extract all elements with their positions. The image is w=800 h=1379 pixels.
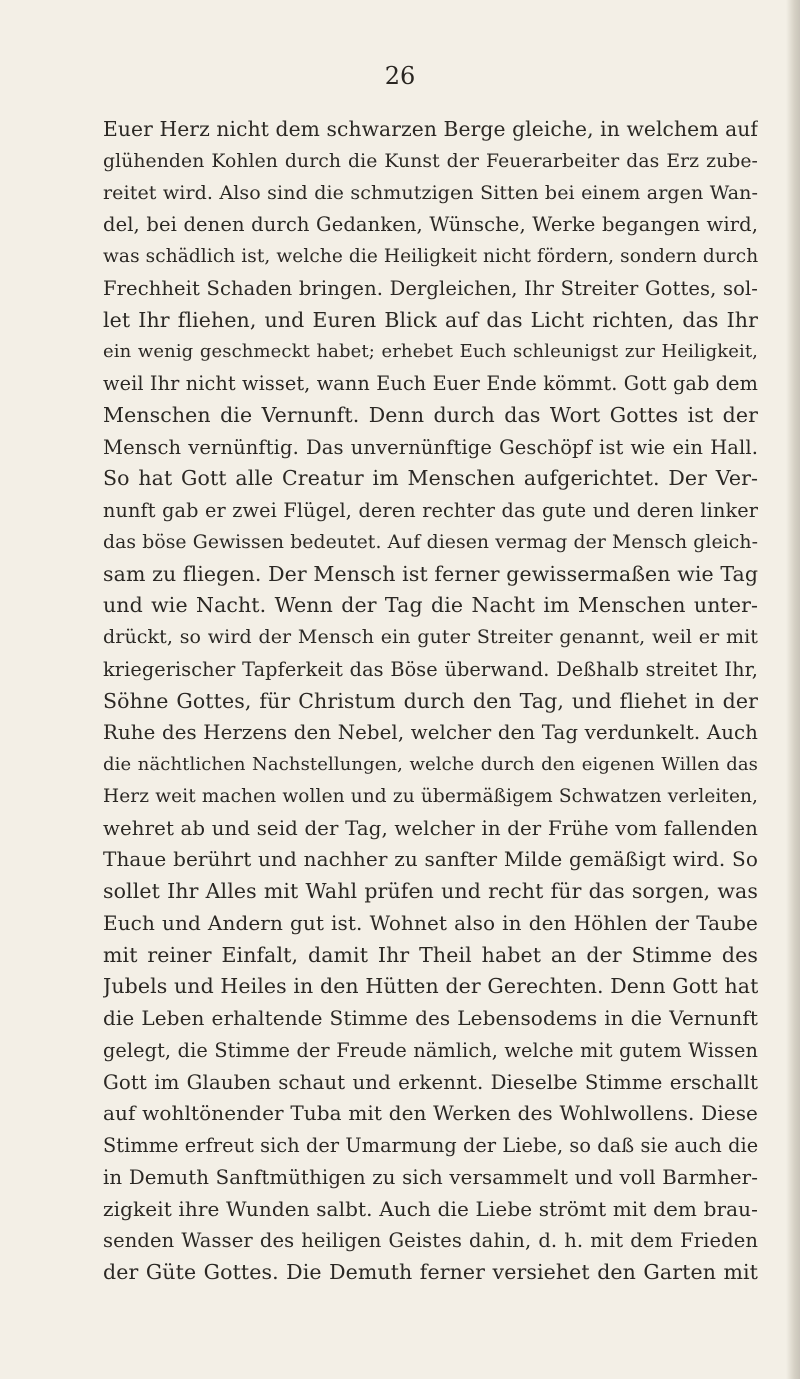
text-line: reitet wird. Also sind die schmutzigen Sitten bei einem argen Wan- <box>103 181 758 204</box>
text-line: del, bei denen durch Gedanken, Wünsche, Werke begangen wird, <box>103 213 758 237</box>
text-line: was schädlich ist, welche die Heiligkeit nicht fördern, sondern durch <box>103 246 758 267</box>
text-line: und wie Nacht. Wenn der Tag die Nacht im Menschen unter- <box>103 593 758 618</box>
text-line: Thaue berührt und nachher zu sanfter Milde gemäßigt wird. So <box>103 847 758 872</box>
text-line: Menschen die Vernunft. Denn durch das Wort Gottes ist der <box>103 402 758 427</box>
text-line: Euch und Andern gut ist. Wohnet also in den Höhlen der Taube <box>103 910 758 935</box>
page-edge-shadow <box>786 0 800 1379</box>
text-line: wehret ab und seid der Tag, welcher in der Frühe vom fallenden <box>103 816 758 840</box>
text-line: gelegt, die Stimme der Freude nämlich, welche mit gutem Wissen <box>103 1038 758 1062</box>
text-line: glühenden Kohlen durch die Kunst der Feuerarbeiter das Erz zube- <box>103 150 758 172</box>
text-line: let Ihr fliehen, und Euren Blick auf das Licht richten, das Ihr <box>103 307 758 332</box>
text-line: senden Wasser des heiligen Geistes dahin, d. h. mit dem Frieden <box>103 1229 758 1253</box>
text-line: ein wenig geschmeckt habet; erhebet Euch schleunigst zur Heiligkeit, <box>103 341 758 363</box>
text-line: der Güte Gottes. Die Demuth ferner versiehet den Garten mit <box>103 1260 758 1284</box>
text-line: die Leben erhaltende Stimme des Lebensodems in die Vernunft <box>103 1006 758 1030</box>
page-number: 26 <box>384 62 416 90</box>
text-line: sollet Ihr Alles mit Wahl prüfen und recht für das sorgen, was <box>103 879 758 903</box>
text-line: Jubels und Heiles in den Hütten der Gerechten. Denn Gott hat <box>103 974 758 999</box>
text-line: die nächtlichen Nachstellungen, welche durch den eigenen Willen das <box>103 754 758 775</box>
text-line: das böse Gewissen bedeutet. Auf diesen vermag der Mensch gleich- <box>103 531 758 553</box>
text-line: zigkeit ihre Wunden salbt. Auch die Liebe strömt mit dem brau- <box>103 1196 758 1221</box>
text-line: nunft gab er zwei Flügel, deren rechter das gute und deren linker <box>103 499 758 522</box>
body-text <box>103 114 758 1289</box>
text-line: in Demuth Sanftmüthigen zu sich versammelt und voll Barmher- <box>103 1165 758 1189</box>
text-line: kriegerischer Tapferkeit das Böse überwand. Deßhalb streitet Ihr, <box>103 657 758 681</box>
text-line: weil Ihr nicht wisset, wann Euch Euer Ende kömmt. Gott gab dem <box>103 372 758 395</box>
text-line: Euer Herz nicht dem schwarzen Berge gleiche, in welchem auf <box>103 117 758 141</box>
text-line: So hat Gott alle Creatur im Menschen aufgerichtet. Der Ver- <box>103 466 758 491</box>
text-line: Stimme erfreut sich der Umarmung der Liebe, so daß sie auch die <box>103 1134 758 1157</box>
text-line: Mensch vernünftig. Das unvernünftige Geschöpf ist wie ein Hall. <box>103 435 758 459</box>
text-line: sam zu fliegen. Der Mensch ist ferner gewissermaßen wie Tag <box>103 561 758 586</box>
text-line: drückt, so wird der Mensch ein guter Streiter genannt, weil er mit <box>103 626 758 648</box>
text-line: Ruhe des Herzens den Nebel, welcher den Tag verdunkelt. Auch <box>103 721 758 745</box>
text-line: Söhne Gottes, für Christum durch den Tag, und fliehet in der <box>103 688 758 713</box>
text-line: auf wohltönender Tuba mit den Werken des Wohlwollens. Diese <box>103 1101 758 1126</box>
text-line: Herz weit machen wollen und zu übermäßigem Schwatzen verleiten, <box>103 785 758 807</box>
text-line: Frechheit Schaden bringen. Dergleichen, Ihr Streiter Gottes, sol- <box>103 276 758 300</box>
text-line: Gott im Glauben schaut und erkennt. Dieselbe Stimme erschallt <box>103 1070 758 1094</box>
text-line: mit reiner Einfalt, damit Ihr Theil habet an der Stimme des <box>103 942 758 967</box>
